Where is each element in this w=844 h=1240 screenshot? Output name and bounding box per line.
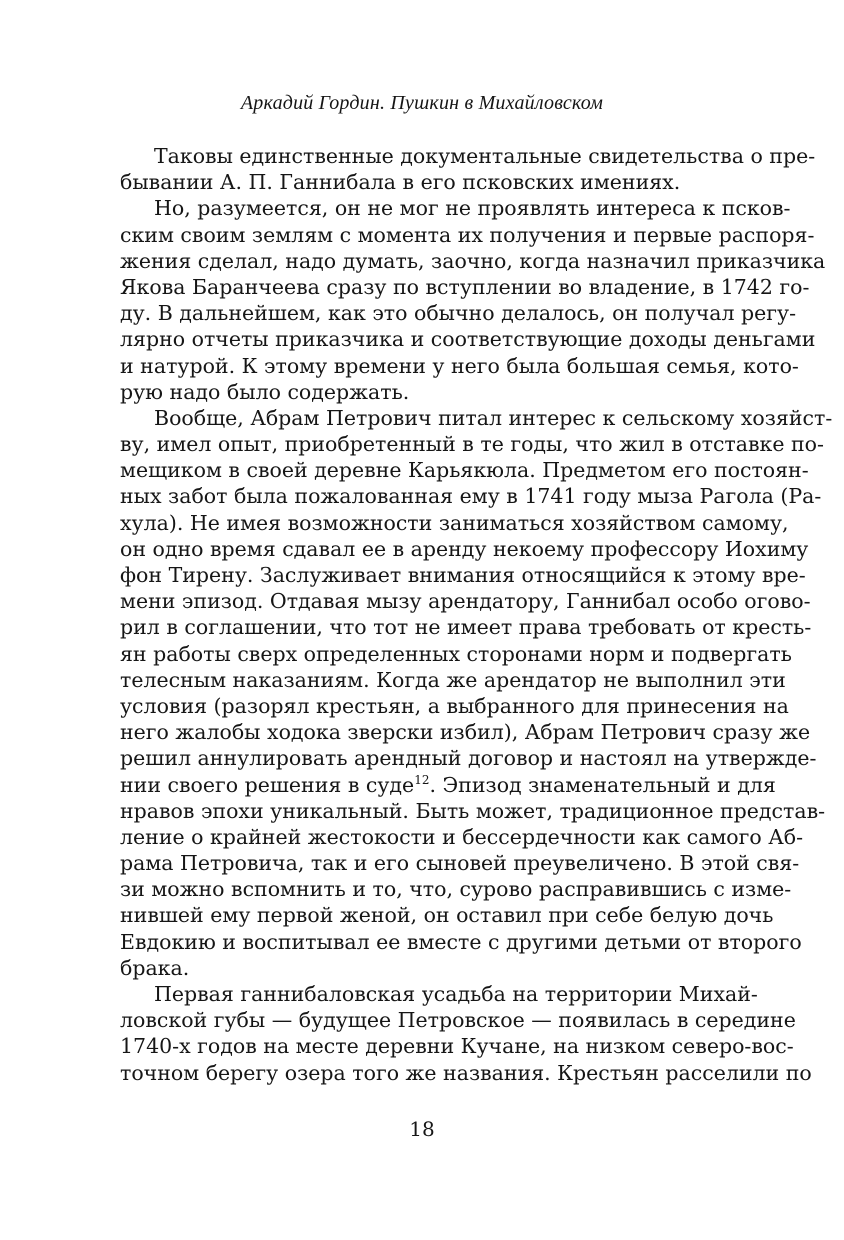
text-line: он одно время сдавал ее в аренду некоему профессору Иохиму [120,536,809,561]
text-line: него жалобы ходока зверски избил), Абрам Петрович сразу же [120,720,811,745]
text-line: Вообще, Абрам Петрович питал интерес к сельскому хозяйст- [154,405,833,430]
text-line: ским своим землям с момента их получения и первые распоря- [120,222,815,247]
text-line: и натурой. К этому времени у него была большая семья, кото- [120,353,799,378]
text-line: ловской губы — будущее Петровское — появилась в середине [120,1008,796,1033]
text-line: фон Тирену. Заслуживает внимания относящийся к этому вре- [120,563,806,587]
text-line [120,772,776,798]
text-line: 1740-х годов на месте деревни Кучане, на низком северо-вос- [120,1034,794,1059]
text-line: нравов эпохи уникальный. Быть может, традиционное представ- [120,798,826,823]
text-line: лярно отчеты приказчика и соответствующие доходы деньгами [120,327,816,352]
text-line: Но, разумеется, он не мог не проявлять интереса к псков- [154,196,791,221]
text-line: рама Петровича, так и его сыновей преувеличено. В этой свя- [120,851,800,876]
text-line: условия (разорял крестьян, а выбранного для принесения на [120,693,789,718]
text-line: решил аннулировать арендный договор и настоял на утвержде- [120,746,817,771]
text-line: рил в соглашении, что тот не имеет права требовать от кресть- [120,615,812,640]
text-line: Первая ганнибаловская усадьба на территории Михай- [154,982,758,1006]
text-line: Якова Баранчеева сразу по вступлении во владение, в 1742 го- [120,274,810,299]
text-line: Таковы единственные документальные свидетельства о пре- [154,144,816,168]
running-title: Аркадий Гордин. Пушкин в Михайловском [240,92,604,114]
text-segment: нии своего решения в суде [120,772,415,797]
text-line: жения сделал, надо думать, заочно, когда назначил приказчика [120,248,826,273]
text-line: мени эпизод. Отдавая мызу арендатору, Ганнибал особо огово- [120,589,811,614]
text-line: мещиком в своей деревне Карьякюла. Предметом его постоян- [120,458,809,483]
text-line: ление о крайней жестокости и бессердечности как самого Аб- [120,824,804,849]
text-line: телесным наказаниям. Когда же арендатор не выполнил эти [120,667,786,692]
text-line: хула). Не имея возможности заниматься хозяйством самому, [120,510,789,535]
text-line: Евдокию и воспитывал ее вместе с другими детьми от второго [120,929,802,954]
text-line: брака. [120,955,190,980]
text-line: ных забот была пожалованная ему в 1741 году мыза Рагола (Ра- [120,484,822,509]
text-line: зи можно вспомнить и то, что, сурово расправившись с изме- [120,877,792,902]
text-segment: . Эпизод знаменательный и для [429,772,776,797]
text-line: рую надо было содержать. [120,379,410,404]
text-line: ву, имел опыт, приобретенный в те годы, что жил в отставке по- [120,432,824,457]
footnote-ref: 12 [414,772,430,787]
text-line: точном берегу озера того же названия. Крестьян расселили по [120,1060,812,1085]
text-line: ду. В дальнейшем, как это обычно делалось, он получал регу- [120,301,797,326]
page-number: 18 [409,1117,435,1141]
text-line: бывании А. П. Ганнибала в его псковских имениях. [120,170,681,195]
text-line: ян работы сверх определенных сторонами норм и подвергать [120,641,792,666]
text-line: нившей ему первой женой, он оставил при себе белую дочь [120,903,774,928]
body-text [120,143,833,1086]
